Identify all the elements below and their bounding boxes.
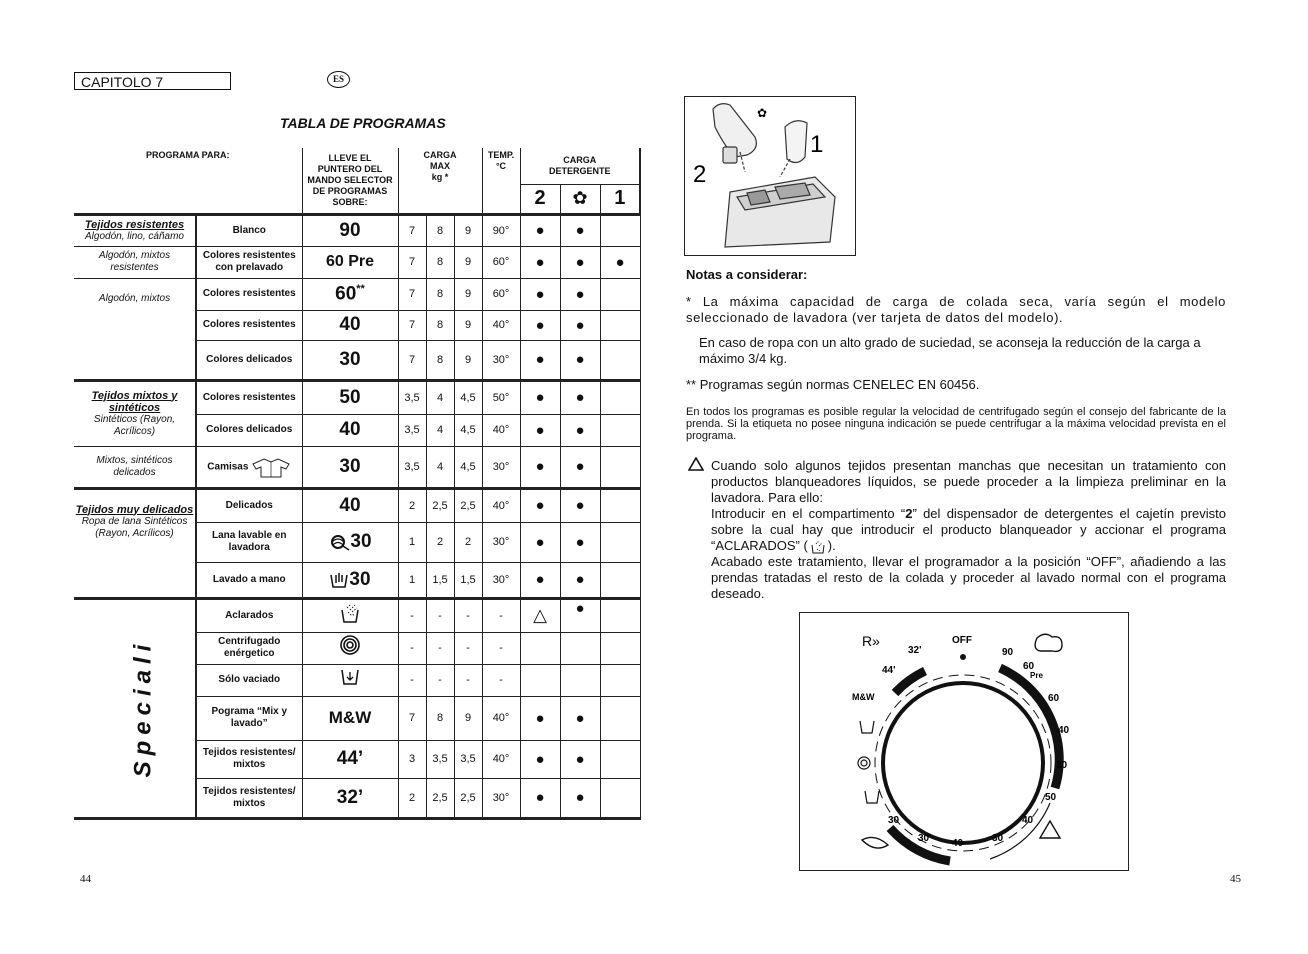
detergent-cell bbox=[600, 740, 640, 778]
group-cell: Algodón, mixtos resistentes bbox=[74, 246, 196, 278]
load-cell: 3 bbox=[398, 740, 426, 778]
temp-cell: 60° bbox=[482, 278, 520, 310]
table-row bbox=[74, 246, 640, 278]
note-bleach bbox=[711, 458, 1226, 602]
program-symbol: 30 bbox=[302, 446, 398, 488]
detergent-cell: ● bbox=[560, 246, 600, 278]
rinse-icon bbox=[339, 602, 361, 624]
synthetic-arc bbox=[990, 803, 1050, 859]
program-symbol: 50 bbox=[302, 380, 398, 414]
program-name: Sólo vaciado bbox=[196, 664, 302, 696]
detergent-cell bbox=[560, 632, 600, 664]
program-symbol: 40 bbox=[302, 310, 398, 340]
load-cell: 7 bbox=[398, 246, 426, 278]
drawer-label-2: 2 bbox=[693, 161, 707, 188]
table-row bbox=[74, 598, 640, 632]
dial-44: 44' bbox=[882, 665, 896, 676]
program-dial-illustration bbox=[799, 612, 1129, 871]
spin-icon bbox=[339, 634, 361, 656]
detergent-cell bbox=[600, 380, 640, 414]
temp-cell: 50° bbox=[482, 380, 520, 414]
compartment-1: 1 bbox=[600, 184, 640, 214]
wool-icon bbox=[328, 533, 350, 551]
header-load: CARGA MAX kg * bbox=[398, 148, 482, 214]
load-cell: 3,5 bbox=[398, 414, 426, 446]
detergent-cell bbox=[600, 340, 640, 380]
note-spin-speed: En todos los programas es posible regular la velocidad de centrifugado según el consejo del fabricante de la prenda. Si la etiqueta no posee ninguna indicación se puede centrifugar a la máxima velocidad prevista en el programa. bbox=[686, 406, 1226, 442]
drawer-label-1: 1 bbox=[810, 131, 824, 158]
load-cell: - bbox=[426, 664, 454, 696]
note-soiling: En caso de ropa con un alto grado de suciedad, se aconseja la reducción de la carga a máximo 3/4 kg. bbox=[699, 335, 1201, 366]
detergent-cell bbox=[600, 598, 640, 632]
load-cell: 2 bbox=[398, 488, 426, 522]
language-badge: ES bbox=[327, 71, 350, 88]
detergent-cell bbox=[600, 488, 640, 522]
load-cell: 2 bbox=[454, 522, 482, 562]
note-capacity: * La máxima capacidad de carga de colada seca, varía según el modelo seleccionado de lavadora (ver tarjeta de datos del modelo). bbox=[686, 294, 1226, 325]
detergent-cell: ● bbox=[520, 214, 560, 246]
table-row bbox=[74, 488, 640, 522]
load-cell: 1 bbox=[398, 562, 426, 598]
load-cell: 4,5 bbox=[454, 380, 482, 414]
temp-cell: 40° bbox=[482, 414, 520, 446]
load-cell: 8 bbox=[426, 246, 454, 278]
bleach-icon bbox=[1040, 821, 1060, 838]
detergent-cell: ● bbox=[520, 778, 560, 818]
detergent-cell: ● bbox=[560, 562, 600, 598]
program-name: Colores delicados bbox=[196, 340, 302, 380]
cotton-icon bbox=[1035, 634, 1062, 651]
detergent-cell: ● bbox=[560, 446, 600, 488]
load-cell: 1,5 bbox=[454, 562, 482, 598]
detergent-drawer-illustration bbox=[684, 96, 856, 256]
load-cell: - bbox=[454, 632, 482, 664]
detergent-cell: ● bbox=[560, 310, 600, 340]
bleach-paragraph-1: Cuando solo algunos tejidos presentan manchas que necesitan un tratamiento con productos blanqueadores líquidos, se puede proceder a la limpieza preliminar en la lavadora. Para ello: bbox=[711, 458, 1226, 505]
dial-50: 50 bbox=[1045, 792, 1057, 803]
program-name: Tejidos resistentes/ mixtos bbox=[196, 740, 302, 778]
temp-cell: 30° bbox=[482, 340, 520, 380]
detergent-cell bbox=[520, 664, 560, 696]
detergent-cell: ● bbox=[600, 246, 640, 278]
load-cell: 3,5 bbox=[426, 740, 454, 778]
program-symbol bbox=[302, 598, 398, 632]
temp-cell: 30° bbox=[482, 522, 520, 562]
table-row bbox=[74, 380, 640, 414]
compartment-softener-icon: ✿ bbox=[560, 184, 600, 214]
load-cell: 2,5 bbox=[454, 488, 482, 522]
detergent-cell: ● bbox=[520, 696, 560, 740]
detergent-cell: ● bbox=[520, 488, 560, 522]
detergent-cell bbox=[600, 632, 640, 664]
program-name: Aclarados bbox=[196, 598, 302, 632]
group-cell: Tejidos mixtos y sintéticos Sintéticos (Rayon, Acrílicos) bbox=[74, 380, 196, 446]
detergent-cell: ● bbox=[560, 598, 600, 632]
load-cell: 8 bbox=[426, 696, 454, 740]
load-cell: - bbox=[398, 632, 426, 664]
dial-30-wool: 30 bbox=[918, 833, 930, 844]
load-cell: 3,5 bbox=[454, 740, 482, 778]
detergent-cell bbox=[600, 696, 640, 740]
shirt-icon bbox=[251, 456, 291, 478]
detergent-cell: ● bbox=[560, 278, 600, 310]
temp-cell: 30° bbox=[482, 562, 520, 598]
detergent-cell bbox=[520, 632, 560, 664]
load-cell: 4,5 bbox=[454, 414, 482, 446]
program-name: Colores delicados bbox=[196, 414, 302, 446]
program-table bbox=[74, 148, 641, 820]
load-cell: - bbox=[454, 598, 482, 632]
program-name: Pograma “Mix y lavado” bbox=[196, 696, 302, 740]
speciali-group: Speciali bbox=[74, 598, 196, 818]
temp-cell: - bbox=[482, 598, 520, 632]
program-name: Tejidos resistentes/ mixtos bbox=[196, 778, 302, 818]
program-symbol: 90 bbox=[302, 214, 398, 246]
detergent-cell: ● bbox=[560, 340, 600, 380]
program-symbol: 40 bbox=[302, 414, 398, 446]
load-cell: 9 bbox=[454, 696, 482, 740]
detergent-cell bbox=[600, 414, 640, 446]
load-cell: 8 bbox=[426, 278, 454, 310]
load-cell: - bbox=[398, 664, 426, 696]
detergent-cell bbox=[600, 278, 640, 310]
hand-wash-icon bbox=[329, 569, 349, 589]
load-cell: 4 bbox=[426, 446, 454, 488]
dial-40-delicate: 40 bbox=[952, 838, 964, 849]
drain-dial-icon bbox=[860, 721, 874, 733]
table-title: TABLA DE PROGRAMAS bbox=[280, 115, 446, 131]
rinse-small-icon bbox=[810, 540, 826, 554]
detergent-cell: ● bbox=[560, 414, 600, 446]
dial-32: 32' bbox=[908, 645, 922, 656]
detergent-cell bbox=[600, 664, 640, 696]
load-cell: 9 bbox=[454, 246, 482, 278]
dial-60-pre: 60 bbox=[1023, 661, 1035, 672]
detergent-cell: ● bbox=[560, 522, 600, 562]
load-cell: 3,5 bbox=[398, 446, 426, 488]
dial-30-hand: 30 bbox=[888, 815, 900, 826]
dial-30: 30 bbox=[1056, 760, 1068, 771]
temp-cell: 60° bbox=[482, 246, 520, 278]
dial-90: 90 bbox=[1002, 647, 1014, 658]
detergent-cell bbox=[600, 446, 640, 488]
program-symbol: 30 bbox=[302, 340, 398, 380]
dial-off: OFF bbox=[952, 635, 972, 646]
program-symbol bbox=[302, 664, 398, 696]
temp-cell: - bbox=[482, 632, 520, 664]
program-name: Colores resistentes con prelavado bbox=[196, 246, 302, 278]
load-cell: 9 bbox=[454, 340, 482, 380]
detergent-cell bbox=[600, 778, 640, 818]
program-name: Camisas bbox=[196, 446, 302, 488]
temp-cell: 40° bbox=[482, 488, 520, 522]
rinse-dial-icon bbox=[865, 791, 879, 803]
temp-cell: 30° bbox=[482, 778, 520, 818]
temp-cell: 40° bbox=[482, 696, 520, 740]
softener-icon: ✿ bbox=[757, 106, 768, 120]
load-cell: 7 bbox=[398, 310, 426, 340]
detergent-cell: ● bbox=[520, 278, 560, 310]
program-symbol: 32’ bbox=[302, 778, 398, 818]
program-name: Colores resistentes bbox=[196, 278, 302, 310]
program-symbol: 40 bbox=[302, 488, 398, 522]
load-cell: - bbox=[454, 664, 482, 696]
dial-60: 60 bbox=[1048, 693, 1060, 704]
detergent-cell: ● bbox=[520, 446, 560, 488]
detergent-cell: ● bbox=[520, 246, 560, 278]
load-cell: 7 bbox=[398, 278, 426, 310]
header-temp: TEMP. °C bbox=[482, 148, 520, 214]
detergent-cell: ● bbox=[520, 340, 560, 380]
page-number-left: 44 bbox=[80, 873, 91, 885]
detergent-cell bbox=[600, 310, 640, 340]
group-cell: Algodón, mixtos bbox=[74, 278, 196, 380]
notes-title: Notas a considerar: bbox=[686, 267, 808, 282]
load-cell: 8 bbox=[426, 214, 454, 246]
wool-leaf-icon bbox=[862, 837, 888, 848]
bleach-warning-icon bbox=[688, 457, 706, 476]
bleach-paragraph-3: Acabado este tratamiento, llevar el programador a la posición “OFF”, añadiendo a las prendas tratadas el resto de la colada y proceder al lavado normal con el programa deseado. bbox=[711, 554, 1226, 601]
load-cell: 2 bbox=[426, 522, 454, 562]
program-symbol: 30 bbox=[302, 522, 398, 562]
load-cell: 7 bbox=[398, 214, 426, 246]
drain-icon bbox=[339, 666, 361, 688]
program-symbol: M&W bbox=[302, 696, 398, 740]
group-cell: Tejidos muy delicados Ropa de lana Sintéticos (Rayon, Acrílicos) bbox=[74, 488, 196, 598]
note-cenelec: ** Programas según normas CENELEC EN 60456. bbox=[686, 377, 980, 392]
load-cell: 9 bbox=[454, 278, 482, 310]
detergent-cell: ● bbox=[520, 310, 560, 340]
temp-cell: 40° bbox=[482, 310, 520, 340]
detergent-cell bbox=[600, 562, 640, 598]
load-cell: 9 bbox=[454, 214, 482, 246]
program-name: Blanco bbox=[196, 214, 302, 246]
temp-cell: 30° bbox=[482, 446, 520, 488]
load-cell: 2,5 bbox=[426, 778, 454, 818]
program-name: Colores resistentes bbox=[196, 310, 302, 340]
program-name: Colores resistentes bbox=[196, 380, 302, 414]
detergent-cell: ● bbox=[520, 414, 560, 446]
detergent-cell: ● bbox=[520, 562, 560, 598]
load-cell: - bbox=[398, 598, 426, 632]
load-cell: 8 bbox=[426, 310, 454, 340]
off-dot bbox=[960, 654, 966, 660]
load-cell: - bbox=[426, 598, 454, 632]
table-row bbox=[74, 446, 640, 488]
dial-40: 40 bbox=[1058, 725, 1070, 736]
page-number-right: 45 bbox=[1230, 873, 1241, 885]
dial-40-synthetic: 40 bbox=[1022, 815, 1034, 826]
header-detergent: CARGA DETERGENTE bbox=[520, 148, 640, 184]
detergent-cell: ● bbox=[560, 778, 600, 818]
header-program-for: PROGRAMA PARA: bbox=[146, 150, 230, 160]
detergent-cell: ● bbox=[560, 740, 600, 778]
load-cell: 7 bbox=[398, 340, 426, 380]
temp-cell: 90° bbox=[482, 214, 520, 246]
detergent-cell: ● bbox=[520, 740, 560, 778]
load-cell: 4 bbox=[426, 380, 454, 414]
temp-cell: - bbox=[482, 664, 520, 696]
spin-dial-icon bbox=[858, 757, 870, 769]
detergent-cell bbox=[600, 522, 640, 562]
dial-knob bbox=[883, 683, 1043, 843]
detergent-cell: ● bbox=[560, 696, 600, 740]
dial-pre: Pre bbox=[1030, 671, 1043, 680]
program-symbol: 60** bbox=[302, 278, 398, 310]
dial-30-synthetic: 30 bbox=[992, 833, 1004, 844]
program-name: Lavado a mano bbox=[196, 562, 302, 598]
table-row bbox=[74, 214, 640, 246]
load-cell: 4 bbox=[426, 414, 454, 446]
spin-reduction-icon: R» bbox=[862, 633, 880, 649]
load-cell: 2,5 bbox=[426, 488, 454, 522]
detergent-cell: ● bbox=[560, 380, 600, 414]
table-row bbox=[74, 278, 640, 310]
bleach-paragraph-2: Introducir en el compartimento “2” del dispensador de detergentes el cajetín previsto sobre la cual hay que introducir el producto blanqueador y accionar el programa “ACLARADOS” ( ). bbox=[711, 506, 1226, 553]
load-cell: 1 bbox=[398, 522, 426, 562]
program-symbol: 60 Pre bbox=[302, 246, 398, 278]
quick-arc bbox=[895, 671, 925, 693]
group-cell: Mixtos, sintéticos delicados bbox=[74, 446, 196, 488]
detergent-cell: ● bbox=[560, 488, 600, 522]
detergent-cell: ● bbox=[520, 380, 560, 414]
bleach-triangle-cell: △ bbox=[520, 598, 560, 632]
program-symbol bbox=[302, 632, 398, 664]
program-name: Lana lavable en lavadora bbox=[196, 522, 302, 562]
detergent-cell: ● bbox=[520, 522, 560, 562]
load-cell: 9 bbox=[454, 310, 482, 340]
load-cell: 8 bbox=[426, 340, 454, 380]
dial-mw: M&W bbox=[852, 692, 875, 702]
load-cell: 7 bbox=[398, 696, 426, 740]
load-cell: 3,5 bbox=[398, 380, 426, 414]
detergent-cell bbox=[600, 214, 640, 246]
program-symbol: 30 bbox=[302, 562, 398, 598]
load-cell: 2,5 bbox=[454, 778, 482, 818]
detergent-cell: ● bbox=[560, 214, 600, 246]
program-name: Centrifugado enérgetico bbox=[196, 632, 302, 664]
compartment-2: 2 bbox=[520, 184, 560, 214]
chapter-label: CAPITOLO 7 bbox=[74, 72, 231, 90]
temp-cell: 40° bbox=[482, 740, 520, 778]
group-cell: Tejidos resistentes Algodón, lino, cáñamo bbox=[74, 214, 196, 246]
program-name: Delicados bbox=[196, 488, 302, 522]
load-cell: 2 bbox=[398, 778, 426, 818]
detergent-cell bbox=[560, 664, 600, 696]
load-cell: 1,5 bbox=[426, 562, 454, 598]
load-cell: - bbox=[426, 632, 454, 664]
header-selector: LLEVE EL PUNTERO DEL MANDO SELECTOR DE PROGRAMAS SOBRE: bbox=[302, 148, 398, 214]
load-cell: 4,5 bbox=[454, 446, 482, 488]
program-symbol: 44’ bbox=[302, 740, 398, 778]
